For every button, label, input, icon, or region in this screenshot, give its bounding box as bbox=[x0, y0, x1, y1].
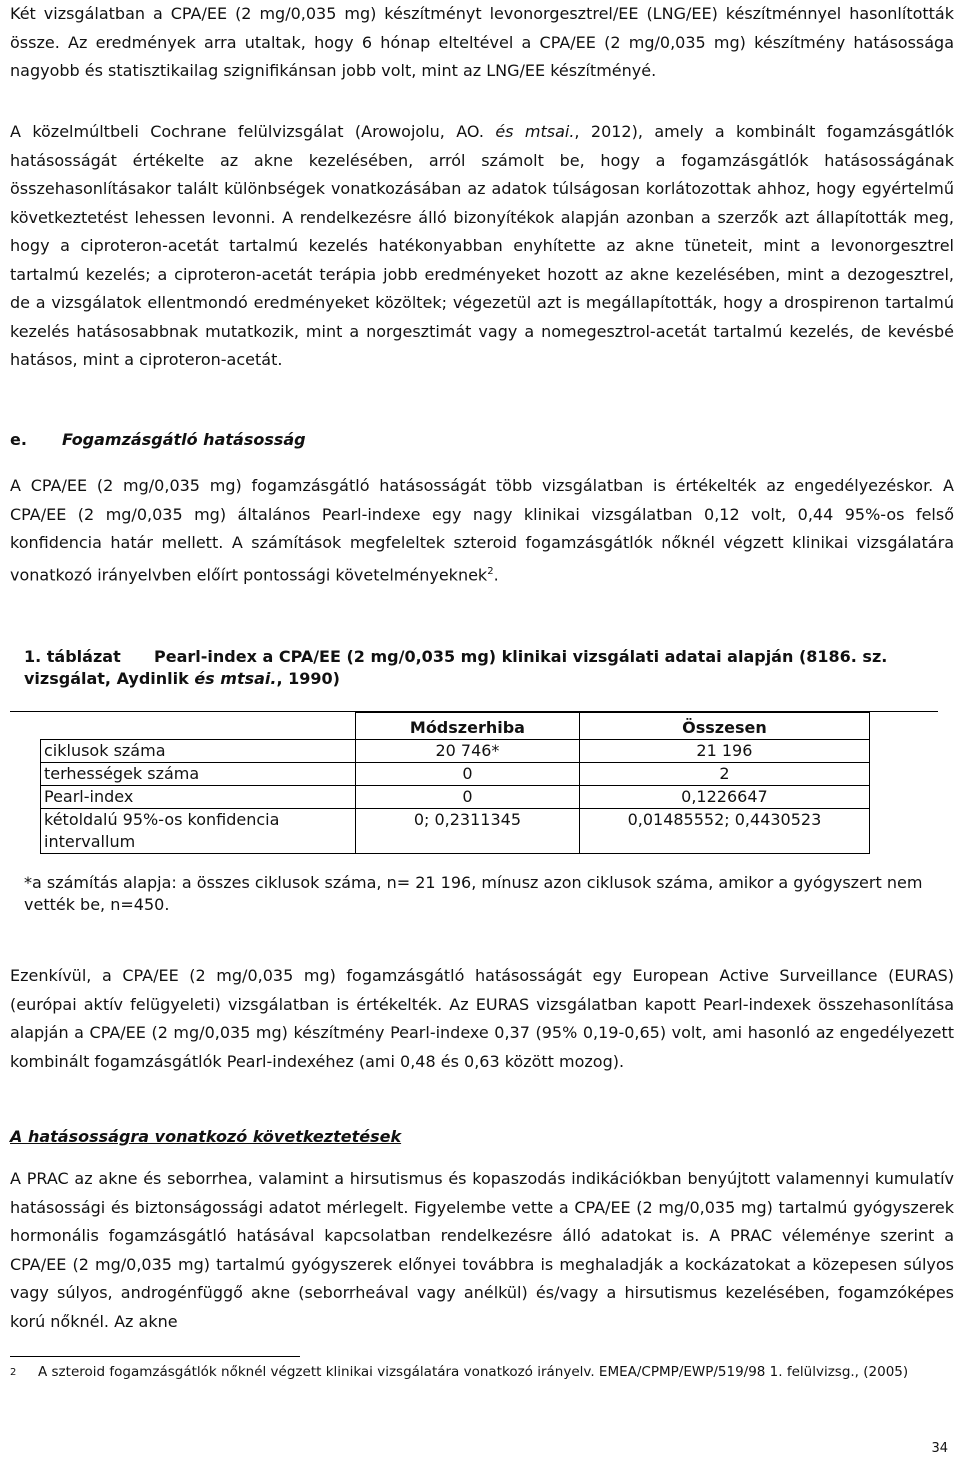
cochrane-text-start: A közelmúltbeli Cochrane felülvizsgálat (Arowojolu, AO. bbox=[10, 122, 496, 141]
page-number: 34 bbox=[931, 1441, 948, 1456]
table-caption-et-al: és mtsai. bbox=[194, 669, 277, 688]
table-row bbox=[41, 763, 870, 786]
paragraph-comparison-lng: Két vizsgálatban a CPA/EE (2 mg/0,035 mg) készítményt levonorgesztrel/EE (LNG/EE) készítménnyel hasonlították össze. Az eredmények arra utaltak, hogy 6 hónap elteltével a CPA/EE (2 mg/0,035 mg) készítmény hatásossága nagyobb és statisztikailag szignifikánsan jobb volt, mint az LNG/EE készítményé. bbox=[10, 4, 954, 80]
table-caption bbox=[24, 646, 924, 690]
pearl-index-table bbox=[40, 712, 870, 854]
efficacy-end: . bbox=[493, 564, 499, 584]
footnote-text: A szteroid fogamzásgátlók nőknél végzett klinikai vizsgálatára vonatkozó irányelv. EMEA/CPMP/EWP/519/98 1. felülvizsg., (2005) bbox=[38, 1364, 909, 1380]
table-cell: Pearl-index bbox=[41, 786, 356, 809]
cochrane-text-rest: , 2012), amely a kombinált fogamzásgátlók hatásosságát értékelte az akne kezelésében, arról számolt be, hogy a fogamzásgátlók hatásosságának összehasonlításakor talált különbségek vonatkozásában az adatok túlságosan korlátozottak ahhoz, hogy egyértelmű következtetést lehessen levonni. A rendelkezésre álló bizonyítékok alapján azonban a szerzők azt állapították meg, hogy a ciproteron-acetát tartalmú kezelés hatékonyabban enyhítette az akne tüneteit, mint a levonorgesztrel tartalmú kezelés; a ciproteron-acetát terápia jobb eredményeket hozott az akne kezelésében, mint a dezogesztrel, de a vizsgálatok ellentmondó eredményeket közöltek; végezetül azt is megállapították, hogy a drospirenon tartalmú kezelés hatásosabbnak mutatkozik, mint a norgesztimát vagy a nomegesztrol-acetát tartalmú kezelés, de kevésbé hatásos, mint a ciproteron-acetát. bbox=[10, 122, 954, 369]
table-cell: 0,1226647 bbox=[579, 786, 869, 809]
table-header-total: Összesen bbox=[579, 713, 869, 740]
paragraph-prac-conclusion: A PRAC az akne és seborrhea, valamint a hirsutismus és kopaszodás indikációkban benyújtott valamennyi kumulatív hatásossági és biztonságossági adatot mérlegelt. Figyelembe vette a CPA/EE (2 mg/0,035 mg) tartalmú gyógyszerek hormonális fogamzásgátló hatásával kapcsolatban rendelkezésre álló adatokat is. A PRAC véleménye szerint a CPA/EE (2 mg/0,035 mg) tartalmú gyógyszerek előnyei továbbra is meghaladják a kockázatokat a közepesen súlyos vagy súlyos, androgénfüggő akne (seborrheával vagy anélkül) és/vagy a hirsutismus kezelésében, fogamzóképes korú nőknél. Az akne bbox=[10, 1169, 954, 1331]
table-row bbox=[41, 786, 870, 809]
table-cell: 0 bbox=[356, 786, 580, 809]
footnote-mark: 2 bbox=[10, 1367, 17, 1378]
cochrane-et-al: és mtsai. bbox=[495, 122, 575, 141]
table-cell: kétoldalú 95%-os konfidencia intervallum bbox=[41, 809, 356, 854]
section-number: e. bbox=[10, 430, 27, 449]
table-header-empty bbox=[41, 713, 356, 740]
table-row bbox=[41, 809, 870, 854]
table-note: *a számítás alapja: a összes ciklusok száma, n= 21 196, mínusz azon ciklusok száma, amikor a gyógyszert nem vették be, n=450. bbox=[24, 873, 923, 914]
table-cell: terhességek száma bbox=[41, 763, 356, 786]
table-header-method-error: Módszerhiba bbox=[356, 713, 580, 740]
table-cell: 20 746* bbox=[356, 740, 580, 763]
table-cell: 21 196 bbox=[579, 740, 869, 763]
section-heading-e bbox=[10, 430, 306, 449]
paragraph-contraceptive-efficacy bbox=[10, 472, 954, 589]
table-cell: 2 bbox=[579, 763, 869, 786]
table-header-row bbox=[41, 713, 870, 740]
table-cell: 0; 0,2311345 bbox=[356, 809, 580, 854]
footnote-rule bbox=[10, 1356, 300, 1357]
conclusions-heading: A hatásosságra vonatkozó következtetések bbox=[10, 1127, 402, 1146]
table-caption-text: Pearl-index a CPA/EE (2 mg/0,035 mg) klinikai vizsgálati adatai alapján (8186. sz. vizsgálat, Aydinlik bbox=[24, 647, 888, 688]
table-caption-end: , 1990) bbox=[276, 669, 340, 688]
paragraph-euras: Ezenkívül, a CPA/EE (2 mg/0,035 mg) fogamzásgátló hatásosságát egy European Active Surveillance (EURAS) (európai aktív felügyeleti) vizsgálatban is értékelték. Az EURAS vizsgálatban kapott Pearl-indexek összehasonlítása alapján a CPA/EE (2 mg/0,035 mg) készítmény Pearl-indexe 0,37 (95% 0,19-0,65) volt, ami hasonló az engedélyezett kombinált fogamzásgátlók Pearl-indexéhez (ami 0,48 és 0,63 között mozog). bbox=[10, 966, 954, 1071]
table-cell: 0,01485552; 0,4430523 bbox=[579, 809, 869, 854]
table-label: 1. táblázat bbox=[24, 647, 121, 666]
section-title: Fogamzásgátló hatásosság bbox=[62, 430, 306, 449]
table-cell: 0 bbox=[356, 763, 580, 786]
table-cell: ciklusok száma bbox=[41, 740, 356, 763]
table-row bbox=[41, 740, 870, 763]
efficacy-text: A CPA/EE (2 mg/0,035 mg) fogamzásgátló hatásosságát több vizsgálatban is értékelték az engedélyezéskor. A CPA/EE (2 mg/0,035 mg) általános Pearl-indexe egy nagy klinikai vizsgálatban 0,12 volt, 0,44 95%-os felső konfidencia határ mellett. A számítások megfeleltek szteroid fogamzásgátlók nőknél végzett klinikai vizsgálatára vonatkozó irányelvben előírt pontossági követelményeknek bbox=[10, 476, 954, 584]
paragraph-cochrane-review bbox=[10, 118, 954, 375]
footnote-ref: 2 bbox=[487, 565, 494, 577]
